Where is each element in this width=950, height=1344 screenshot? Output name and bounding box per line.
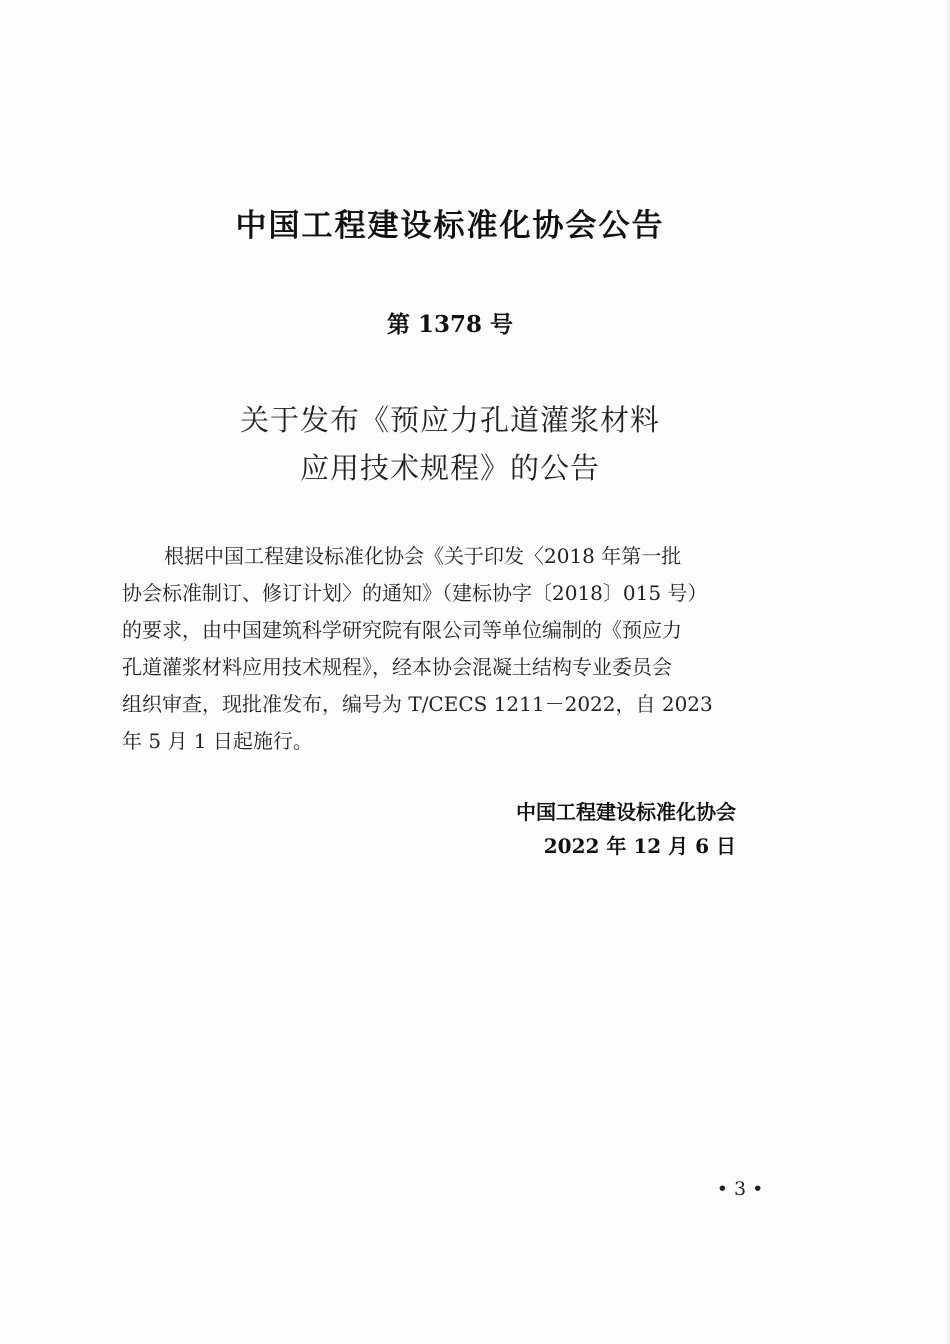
body-line: 协会标准制订、修订计划〉的通知》（建标协字〔2018〕015 号） bbox=[122, 581, 708, 605]
body-line: 年 5 月 1 日起施行。 bbox=[122, 729, 313, 753]
body-line: 根据中国工程建设标准化协会《关于印发〈2018 年第一批 bbox=[164, 544, 682, 568]
announcement-title: 中国工程建设标准化协会公告 bbox=[235, 208, 665, 244]
body-line: 组织审查，现批准发布，编号为 T/CECS 1211－2022，自 2023 bbox=[122, 692, 713, 716]
announcement-subtitle-line1: 关于发布《预应力孔道灌浆材料 bbox=[239, 403, 660, 437]
signature-organization: 中国工程建设标准化协会 bbox=[516, 800, 736, 824]
body-line: 孔道灌浆材料应用技术规程》，经本协会混凝土结构专业委员会 bbox=[122, 655, 672, 679]
signature-date: 2022 年 12 月 6 日 bbox=[543, 834, 736, 858]
announcement-subtitle-line2: 应用技术规程》的公告 bbox=[299, 451, 600, 485]
announcement-number: 第 1378 号 bbox=[386, 311, 514, 338]
announcement-body bbox=[122, 538, 788, 760]
page-number: • 3 • bbox=[716, 1178, 764, 1200]
body-line: 的要求，由中国建筑科学研究院有限公司等单位编制的《预应力 bbox=[122, 618, 682, 642]
page-edge-shadow bbox=[944, 0, 950, 1344]
